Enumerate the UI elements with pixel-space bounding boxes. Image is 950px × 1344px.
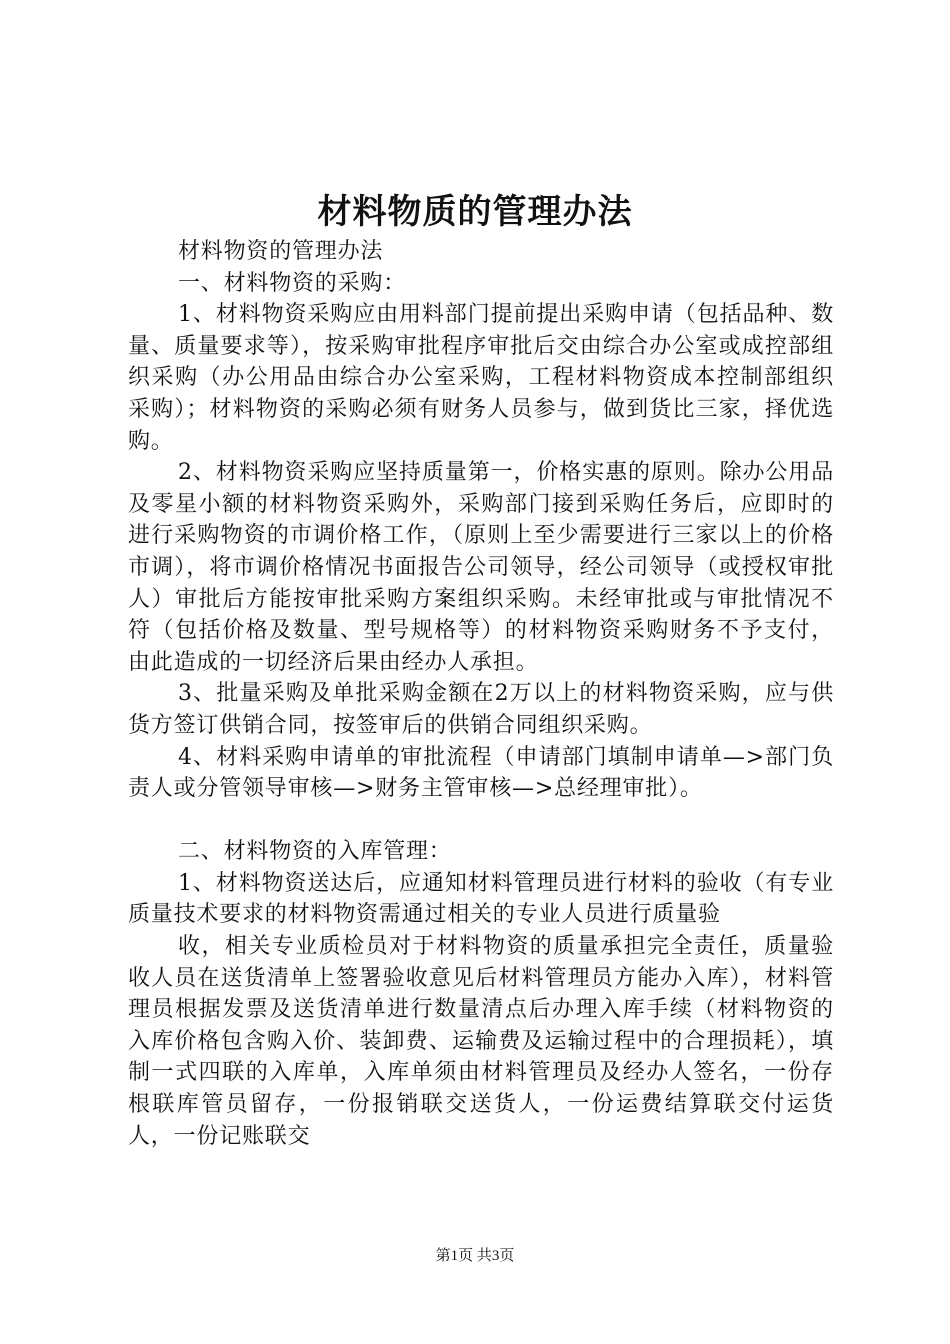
section-heading-storage: 二、材料物资的入库管理：: [178, 839, 452, 865]
paragraph-purchase-2: 2、材料物资采购应坚持质量第一，价格实惠的原则。除办公用品及零星小额的材料物资采购外，采购部门接到采购任务后，应即时的进行采购物资的市调价格工作，（原则上至少需要进行三家以上的价格市调），将市调价格情况书面报告公司领导，经公司领导（或授权审批人）审批后方能按审批采购方案组织采购。未经审批或与审批情况不符（包括价格及数量、型号规格等）的材料物资采购财务不予支付，由此造成的一切经济后果由经办人承担。: [128, 460, 834, 675]
document-title: 材料物质的管理办法: [317, 192, 633, 232]
paragraph-storage-1: 1、材料物资送达后，应通知材料管理员进行材料的验收（有专业质量技术要求的材料物资需通过相关的专业人员进行质量验: [128, 870, 834, 928]
section-heading-purchase: 一、材料物资的采购：: [178, 270, 407, 296]
paragraph-purchase-1: 1、材料物资采购应由用料部门提前提出采购申请（包括品种、数量、质量要求等），按采购审批程序审批后交由综合办公室或成控部组织采购（办公用品由综合办公室采购，工程材料物资成本控制部组织采购）；材料物资的采购必须有财务人员参与，做到货比三家，择优选购。: [128, 302, 834, 454]
paragraph-purchase-3: 3、批量采购及单批采购金额在2万以上的材料物资采购，应与供货方签订供销合同，按签审后的供销合同组织采购。: [128, 681, 834, 738]
document-body: [128, 236, 834, 1152]
paragraph-storage-1-continued: 收，相关专业质检员对于材料物资的质量承担完全责任，质量验收人员在送货清单上签署验收意见后材料管理员方能办入库），材料管理员根据发票及送货清单进行数量清点后办理入库手续（材料物资的入库价格包含购入价、装卸费、运输费及运输过程中的合理损耗），填制一式四联的入库单，入库单须由材料管理员及经办人签名，一份存根联库管员留存，一份报销联交送货人，一份运费结算联交付运货人，一份记账联交: [128, 934, 834, 1149]
blank-line: [128, 805, 834, 837]
page-number-footer: 第1页 共3页: [435, 1248, 515, 1264]
paragraph-purchase-4: 4、材料采购申请单的审批流程（申请部门填制申请单—>部门负责人或分管领导审核—>财务主管审核—>总经理审批）。: [128, 744, 834, 802]
paragraph-subtitle: 材料物资的管理办法: [178, 239, 384, 264]
